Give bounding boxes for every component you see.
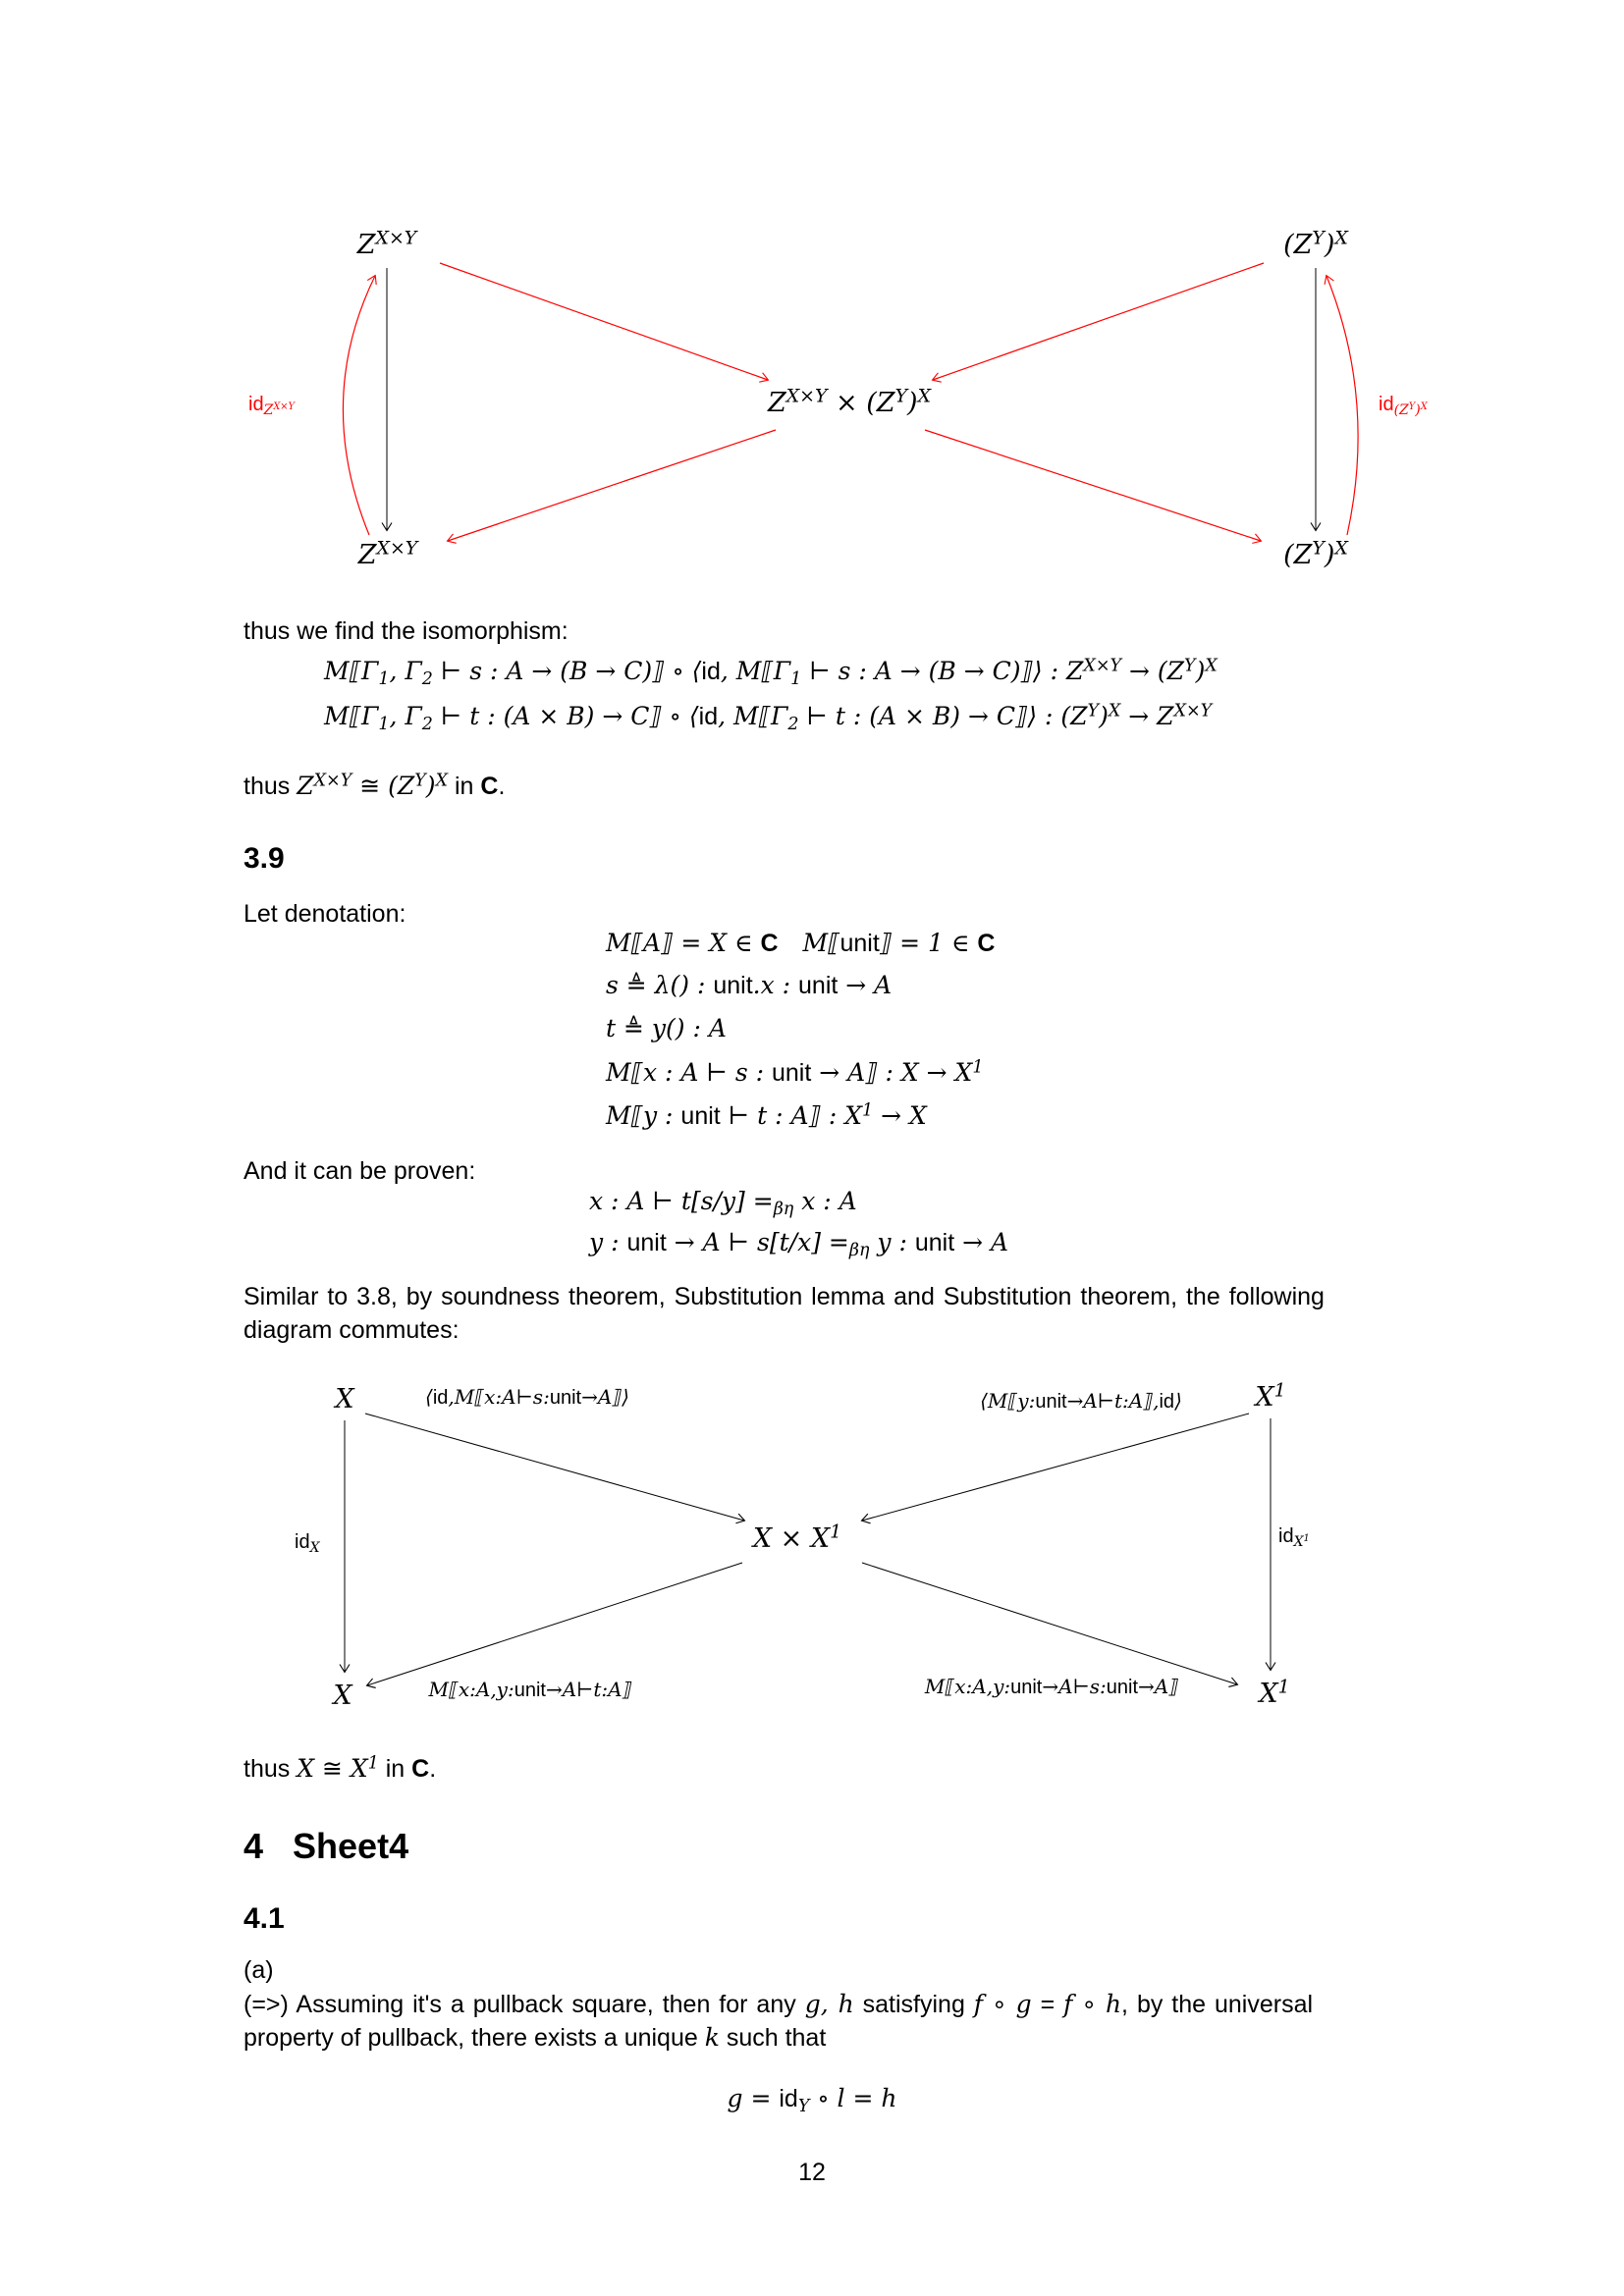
pullback-paragraph-line-2: property of pullback, there exists a unique k such that (244, 2023, 827, 2052)
d1-arrow-topright-to-middle (933, 263, 1264, 380)
section-4-heading (244, 1824, 408, 1868)
d2-node-bottom-left: X (333, 1681, 352, 1712)
page-number: 12 (798, 2159, 826, 2186)
d2-node-top-right: $X^1$ (1255, 1379, 1286, 1414)
isomorphism-equation-2: $M⟦\Gamma_1$, $\Gamma_2$ ⊢ t : (A × B) → C⟧ ∘ ⟨id, $M⟦\Gamma_2$ ⊢ t : (A × B) → C⟧⟩ : $(Z^Y)^X \to Z^{X\times Y}$ (324, 701, 1213, 734)
denotation-line-3: t ≜ y() : A (606, 1014, 727, 1042)
d2-node-top-left: X (335, 1384, 354, 1415)
d2-node-bottom-right: $X^1$ (1259, 1676, 1290, 1710)
d2-bottom-right-edge-label: M⟦x:A,y:unit→A⊢s:unit→A⟧ (924, 1675, 1179, 1698)
d1-arrow-middle-to-bottomleft (448, 430, 776, 541)
section-3-9-conclusion: thus X ≅ $X^1$ in C. (244, 1753, 437, 1783)
d1-left-identity-label: $id_{Z^{X\times Y}}$ (248, 394, 295, 418)
denotation-line-5: M⟦y : unit ⊢ t : A⟧ : $X^1 \to X$ (606, 1100, 927, 1130)
d2-node-middle: $X \times X^1$ (752, 1521, 842, 1555)
d2-bottom-left-edge-label: M⟦x:A,y:unit→A⊢t:A⟧ (428, 1678, 632, 1701)
part-a-label: (a) (244, 1956, 274, 1984)
proven-line-1: x : A ⊢ $t[s/y] =_{\beta\eta}$ x : A (589, 1187, 857, 1219)
pullback-equation: $g = id_Y$ ∘ l = h (727, 2084, 897, 2116)
d2-right-identity-label: $id_{X^1}$ (1278, 1525, 1310, 1550)
isomorphism-equation-1: $M⟦\Gamma_1$, $\Gamma_2$ ⊢ s : A → (B → C)⟧ ∘ ⟨id, $M⟦\Gamma_1$ ⊢ s : A → (B → C)⟧⟩ : $Z^{X\times Y} \to (Z^Y)^X$ (324, 656, 1218, 689)
d1-node-middle: $Z^{X\times Y} \times (Z^Y)^X$ (767, 385, 932, 419)
section-4-title: Sheet4 (293, 1826, 409, 1866)
d2-left-identity-label: $id_X$ (295, 1531, 320, 1556)
d1-arrow-middle-to-bottomright (925, 430, 1261, 541)
d1-right-identity-label: $id_{(Z^Y)^X}$ (1379, 394, 1428, 418)
d1-node-top-left: $Z^{X\times Y}$ (356, 227, 417, 261)
d1-arrow-left-identity-arc (343, 276, 375, 535)
similar-paragraph-line-1: Similar to 3.8, by soundness theorem, Substitution lemma and Substitution theorem, the following (244, 1283, 1325, 1310)
d2-top-right-edge-label: ⟨M⟦y:unit→A⊢t:A⟧,id⟩ (980, 1389, 1182, 1413)
section-3-9-heading: 3.9 (244, 842, 285, 875)
similar-paragraph-line-2: diagram commutes: (244, 1316, 460, 1344)
pullback-paragraph-line-1: (=>) Assuming it's a pullback square, then for any g, h satisfying f ∘ g = f ∘ h, by the universal (244, 1990, 1314, 2018)
d1-node-bottom-left: $Z^{X\times Y}$ (357, 537, 418, 571)
subsection-4-1-heading: 4.1 (244, 1902, 285, 1935)
denotation-line-2: s ≜ λ() : unit.x : unit → A (606, 971, 893, 999)
d2-arrow-topright-to-middle (862, 1414, 1249, 1521)
d2-arrow-middle-to-bottomright (862, 1563, 1237, 1684)
section-4-number: 4 (244, 1826, 264, 1866)
isomorphism-conclusion: thus $Z^{X\times Y}$ ≅ $(Z^Y)^X$ in C. (244, 771, 506, 800)
d2-arrow-topleft-to-middle (365, 1414, 744, 1521)
d2-top-left-edge-label: ⟨id,M⟦x:A⊢s:unit→A⟧⟩ (425, 1385, 629, 1409)
denotation-line-1: M⟦A⟧ = X ∈ C M⟦unit⟧ = 1 ∈ C (606, 929, 996, 957)
d1-node-top-right: $(Z^Y)^X$ (1283, 227, 1348, 261)
denotation-line-4: M⟦x : A ⊢ s : unit → A⟧ : $X \to X^1$ (606, 1057, 984, 1087)
isomorphism-intro: thus we find the isomorphism: (244, 617, 568, 645)
proven-line-2: y : unit → A ⊢ $s[t/x] =_{\beta\eta}$ y : unit → A (589, 1228, 1009, 1260)
d1-arrow-topleft-to-middle (440, 263, 768, 380)
d1-node-bottom-right: $(Z^Y)^X$ (1283, 537, 1348, 571)
d1-arrow-right-identity-arc (1326, 276, 1358, 535)
proven-intro: And it can be proven: (244, 1157, 476, 1185)
let-denotation-label: Let denotation: (244, 900, 406, 928)
d2-arrow-middle-to-bottomleft (367, 1563, 742, 1685)
